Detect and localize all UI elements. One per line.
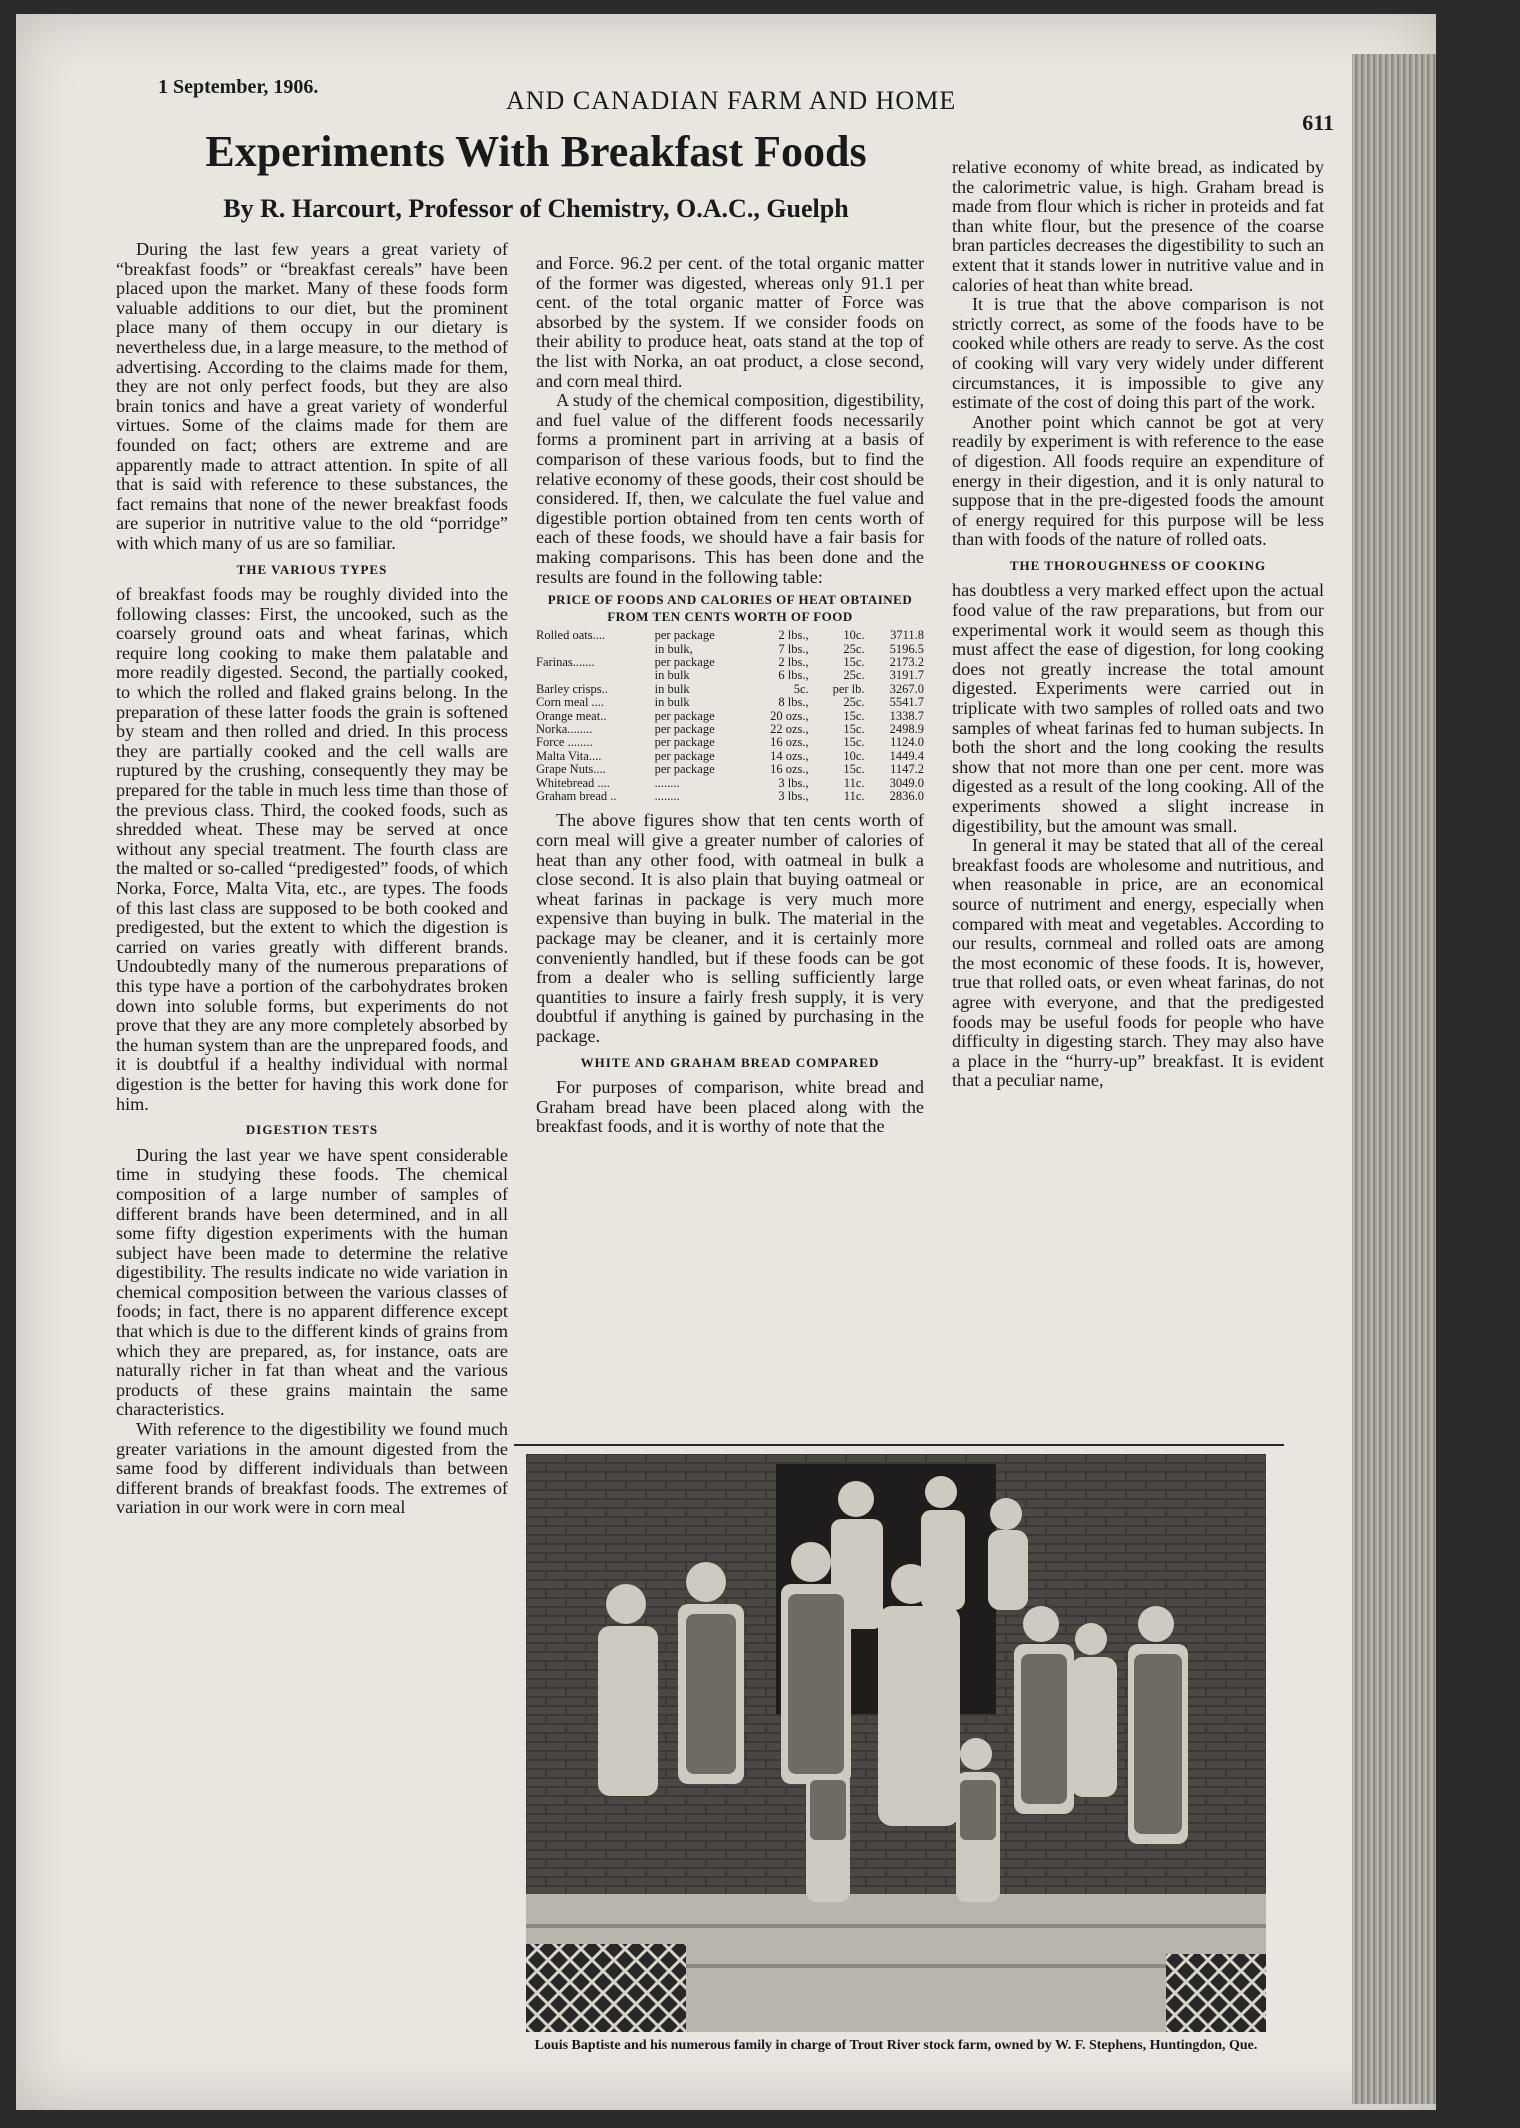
- package-form: ........: [654, 775, 680, 790]
- calories: 2836.0: [889, 788, 924, 803]
- subheading-digestion-tests: DIGESTION TESTS: [245, 1122, 379, 1138]
- package-form: per package: [654, 654, 715, 669]
- quantity: 16 ozs.,: [770, 762, 809, 777]
- paragraph: During the last few years a great variety of “breakfast foods” or “breakfast cereals” have been placed upon the market. Many of these foods form valuable additions to our diet, but the prominent place many of them occupy in our dietary is nevertheless due, in a large measure, to the method of advertising. According to the claims made for them, they are not only perfect foods, but they are also brain tonics and have a great variety of wonderful virtues. Some of the claims made for them are founded on fact; others are extreme and are apparently made to attract attention. In spite of all that is said with reference to these substances, the fact remains that none of the newer breakfast foods are superior in nutritive value to the old “porridge” with which many of us are so familiar.: [116, 239, 508, 553]
- price: 15c.: [843, 735, 865, 750]
- paragraph: The above figures show that ten cents worth of corn meal will give a greater number of calories of heat than any other food, with oatmeal in bulk a close second. It is also plain that buying oatmeal or wheat farinas in package is very much more expensive than buying in bulk. The material in the package may be cleaner, and it is certainly more conveniently handled, but if these foods can be got from a dealer who is selling sufficiently large quantities to insure a fairly fresh supply, it is very doubtful if anything is gained by purchasing in the package.: [536, 810, 924, 1046]
- food-name: Norka........: [536, 721, 593, 736]
- package-form: in bulk,: [654, 641, 693, 656]
- package-form: per package: [654, 708, 715, 723]
- page-number: 611: [1302, 110, 1334, 135]
- calories: 1449.4: [889, 748, 924, 763]
- price: 11c.: [843, 775, 865, 790]
- calories: 5196.5: [889, 641, 924, 656]
- quantity: 2 lbs.,: [778, 654, 809, 669]
- price: 25c.: [843, 641, 865, 656]
- calories: 1147.2: [890, 762, 924, 777]
- price: per lb.: [832, 681, 865, 696]
- publication-name: AND CANADIAN FARM AND HOME: [506, 86, 957, 115]
- lattice-right: [1166, 1954, 1266, 2032]
- article-title: Experiments With Breakfast Foods: [205, 127, 867, 176]
- photo-divider-rule: [514, 1444, 1284, 1446]
- paragraph: Another point which cannot be got at very readily by experiment is with reference to the ease of digestion. All foods require an expenditure of energy in their digestion, and it is only natural to suppose that in the pre-digested foods the amount of energy required for this purpose will be less than with foods of the nature of rolled oats.: [952, 411, 1324, 550]
- magazine-page: [16, 14, 1436, 2110]
- calories: 2498.9: [889, 721, 924, 736]
- book-page-edges: [1352, 54, 1436, 2104]
- paragraph: In general it may be stated that all of the cereal breakfast foods are wholesome and nutritious, and when reasonable in price, are an economical source of nutriment and energy, especially when compared with meat and vegetables. According to our results, cornmeal and rolled oats are among the most economic of these foods. It is, however, true that rolled oats, or even wheat farinas, do not agree with everyone, and that the predigested foods may be useful foods for people who have difficulty in digesting starch. They may also have a place in the “hurry-up” breakfast. It is evident that a peculiar name,: [952, 835, 1324, 1091]
- table-title: PRICE OF FOODS AND CALORIES OF HEAT OBTAINED FROM TEN CENTS WORTH OF FOOD: [547, 592, 913, 625]
- paragraph: It is true that the above comparison is not strictly correct, as some of the foods have to be cooked while others are ready to serve. As the cost of cooking will vary very widely under different circumstances, it is impossible to give any estimate of the cost of doing this part of the work.: [952, 294, 1324, 413]
- food-name: Orange meat..: [536, 708, 607, 723]
- paragraph: A study of the chemical composition, digestibility, and fuel value of the different foods necessarily forms a prominent part in arriving at a basis of comparison of these various foods, but to find the relative economy of these goods, their cost should be considered. If, then, we calculate the fuel value and digestible portion obtained from ten cents worth of each of these foods, we should have a fair basis for making comparisons. This has been done and the results are found in the following table:: [536, 390, 924, 587]
- paragraph: has doubtless a very marked effect upon the actual food value of the raw preparations, but from our experimental work it would seem as though this must affect the ease of digestion, for long cooking does not greatly increase the total amount digested. Experiments were carried out in triplicate with two samples of rolled oats and two samples of wheat farinas fed to human subjects. In both the short and the long cooking the results show that not more than one per cent. more was digested as a result of the long cooking. All of the experiments showed a slight increase in digestibility, but the amount was small.: [952, 580, 1324, 836]
- package-form: in bulk: [654, 681, 690, 696]
- quantity: 7 lbs.,: [778, 641, 809, 656]
- table-row: [536, 763, 924, 776]
- price: 10c.: [843, 748, 865, 763]
- paragraph: For purposes of comparison, white bread and Graham bread have been placed along with the breakfast foods, and it is worthy of note that the: [536, 1077, 924, 1137]
- table-row: [536, 656, 924, 669]
- issue-date: 1 September, 1906.: [158, 76, 319, 98]
- paragraph: and Force. 96.2 per cent. of the total organic matter of the former was digested, whereas only 91.1 per cent. of the total organic matter of Force was absorbed by the system. If we consider foods on their ability to produce heat, oats stand at the top of the list with Norka, an oat product, a close second, and corn meal third.: [536, 253, 924, 391]
- package-form: per package: [654, 762, 715, 777]
- table-row: [536, 696, 924, 709]
- calories: 3267.0: [889, 681, 924, 696]
- quantity: 20 ozs.,: [770, 708, 809, 723]
- quantity: 22 ozs.,: [770, 721, 809, 736]
- photo-caption: Louis Baptiste and his numerous family in charge of Trout River stock farm, owned by W. F. Stephens, Huntingdon, Que.: [534, 2038, 1258, 2053]
- package-form: per package: [654, 735, 715, 750]
- column-1: [116, 240, 508, 1518]
- food-name: [536, 643, 655, 656]
- package-form: per package: [654, 748, 715, 763]
- price: 25c.: [843, 668, 865, 683]
- quantity: 8 lbs.,: [778, 695, 809, 710]
- table-row: [536, 777, 924, 790]
- price: 11c.: [843, 788, 865, 803]
- calories: 1338.7: [889, 708, 924, 723]
- subheading-white-graham-bread: WHITE AND GRAHAM BREAD COMPARED: [580, 1054, 880, 1070]
- table-row: [536, 750, 924, 763]
- table-row: [536, 790, 924, 803]
- table-row: [536, 643, 924, 656]
- calories: 3049.0: [889, 775, 924, 790]
- calories: 3711.8: [890, 628, 924, 643]
- food-name: Barley crisps..: [536, 681, 608, 696]
- price: 15c.: [843, 762, 865, 777]
- family-photograph: [526, 1454, 1266, 2032]
- table-row: [536, 710, 924, 723]
- food-name: Whitebread ....: [536, 775, 610, 790]
- package-form: per package: [654, 721, 715, 736]
- package-form: per package: [654, 628, 715, 643]
- paragraph: With reference to the digestibility we found much greater variations in the amount digested from the same food by different individuals than between different brands of breakfast foods. The extremes of variation in our work were in corn meal: [116, 1419, 508, 1518]
- package-form: ........: [654, 788, 680, 803]
- food-name: Rolled oats....: [536, 628, 606, 643]
- subheading-various-types: THE VARIOUS TYPES: [236, 561, 388, 577]
- table-row: [536, 669, 924, 682]
- calories: 1124.0: [890, 735, 924, 750]
- quantity: 5c.: [793, 681, 809, 696]
- food-name: Farinas.......: [536, 654, 595, 669]
- price: 25c.: [843, 695, 865, 710]
- food-name: Grape Nuts....: [536, 762, 606, 777]
- table-row: [536, 683, 924, 696]
- quantity: 3 lbs.,: [778, 775, 809, 790]
- column-2: [536, 254, 924, 1137]
- food-name: Graham bread ..: [536, 788, 617, 803]
- running-header: [146, 76, 1346, 135]
- price: 10c.: [843, 628, 865, 643]
- calories: 5541.7: [889, 695, 924, 710]
- package-form: in bulk: [654, 695, 690, 710]
- calories: 3191.7: [889, 668, 924, 683]
- paragraph: During the last year we have spent considerable time in studying these foods. The chemical composition of a large number of samples of different brands have been determined, and in all some fifty digestion experiments with the human subject have been made to determine the relative digestibility. The results indicate no wide variation in chemical composition between the various classes of foods; in fact, there is no apparent difference except that which is due to the different kinds of grains from which they are prepared, as, for instance, oats are naturally richer in fat than wheat and the various products of these grains maintain the same characteristics.: [116, 1144, 508, 1420]
- quantity: 16 ozs.,: [770, 735, 809, 750]
- quantity: 6 lbs.,: [778, 668, 809, 683]
- photo-illustration: [526, 1454, 1266, 2032]
- calories: 2173.2: [889, 654, 924, 669]
- price: 15c.: [843, 721, 865, 736]
- quantity: 14 ozs.,: [770, 748, 809, 763]
- food-price-table: [536, 629, 924, 803]
- paragraph: of breakfast foods may be roughly divided into the following classes: First, the uncooked, such as the coarsely ground oats and wheat farinas, which require long cooking to make them palatable and more readily digested. Second, the partially cooked, to which the rolled and flaked grains belong. In the preparation of these latter foods the grain is softened by steam and then rolled and dried. In this process they are partially cooked and the cell walls are ruptured by the crushing, consequently they may be prepared for the table in much less time than those of the previous class. Third, the cooked foods, such as shredded wheat. These may be served at once without any special treatment. The fourth class are the malted or so-called “predigested” foods, of which Norka, Force, Malta Vita, etc., are types. The foods of this last class are supposed to be both cooked and predigested, but the extent to which the digestion is carried on varies greatly with different brands. Undoubtedly many of the numerous preparations of this type have a portion of the carbohydrates broken down into soluble forms, but experiments do not prove that they are any more completely absorbed by the human system than are the unprepared foods, and it is doubtful if a healthy individual with normal digestion is the better for having this work done for him.: [116, 584, 508, 1114]
- food-name: [536, 669, 655, 682]
- table-row: [536, 629, 924, 642]
- table-row: [536, 723, 924, 736]
- table-row: [536, 736, 924, 749]
- package-form: in bulk: [654, 668, 690, 683]
- food-name: Malta Vita....: [536, 748, 602, 763]
- column-3: [952, 158, 1324, 1091]
- food-name: Corn meal ....: [536, 695, 605, 710]
- paragraph: relative economy of white bread, as indicated by the calorimetric value, is high. Graham bread is made from flour which is richer in proteids and fat than white flour, but the presence of the coarse bran particles decreases the digestibility to such an extent that it stands lower in nutritive value and in calories of heat than white bread.: [952, 157, 1324, 295]
- quantity: 3 lbs.,: [778, 788, 809, 803]
- price: 15c.: [843, 654, 865, 669]
- price: 15c.: [843, 708, 865, 723]
- lattice-left: [526, 1944, 686, 2032]
- article-byline: By R. Harcourt, Professor of Chemistry, O.A.C., Guelph: [223, 194, 849, 223]
- food-name: Force ........: [536, 735, 593, 750]
- quantity: 2 lbs.,: [778, 628, 809, 643]
- subheading-thoroughness-of-cooking: THE THOROUGHNESS OF COOKING: [1009, 557, 1267, 573]
